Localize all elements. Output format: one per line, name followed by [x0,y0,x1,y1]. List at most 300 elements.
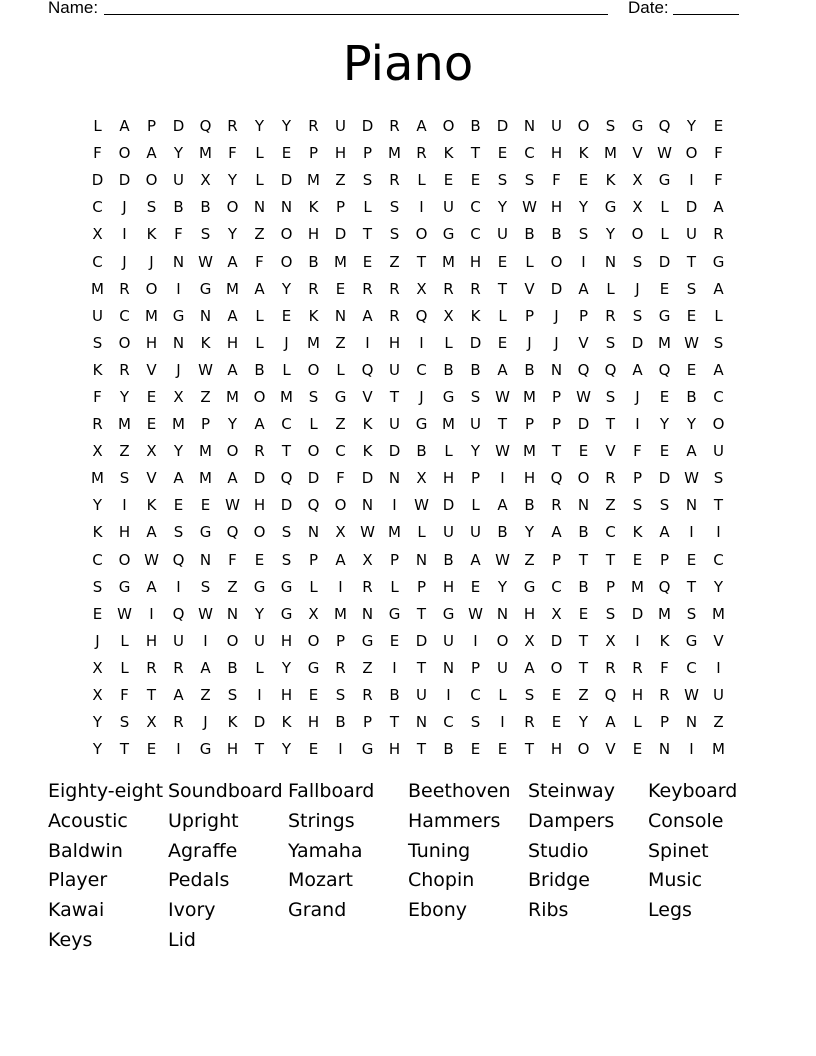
grid-letter: J [95,631,100,650]
grid-row [84,628,732,655]
grid-letter: I [419,333,424,352]
grid-letter: G [334,387,347,406]
grid-letter: M [307,333,320,352]
grid-letter: L [255,333,264,352]
grid-letter: N [253,198,266,217]
grid-letter: Q [550,469,563,488]
grid-letter: I [716,523,721,542]
grid-letter: Y [281,279,292,298]
grid-letter: G [604,198,617,217]
grid-letter: N [496,604,509,623]
grid-letter: K [362,415,373,434]
grid-letter: Y [173,144,184,163]
grid-letter: W [657,144,672,163]
grid-letter: S [335,686,346,705]
grid-letter: A [362,306,373,325]
grid-letter: F [174,225,183,244]
grid-letter: T [470,144,481,163]
grid-letter: H [442,469,455,488]
grid-letter: Z [335,415,346,434]
grid-letter: H [145,333,158,352]
grid-letter: R [389,279,400,298]
grid-letter: B [578,577,589,596]
grid-letter: X [551,604,562,623]
grid-letter: H [280,631,293,650]
grid-letter: N [658,740,671,759]
grid-letter: R [335,658,346,677]
grid-letter: Y [92,740,103,759]
grid-letter: W [684,686,699,705]
grid-letter: C [524,144,535,163]
grid-letter: X [335,523,346,542]
grid-letter: E [713,117,724,136]
grid-letter: T [686,577,697,596]
grid-letter: G [307,658,320,677]
grid-letter: M [712,740,725,759]
grid-letter: L [660,225,669,244]
word-bank-item: Console [648,809,724,832]
grid-letter: O [226,631,239,650]
word-bank-item: Baldwin [48,839,123,862]
grid-row [84,547,732,574]
grid-letter: X [92,225,103,244]
grid-letter: N [604,252,617,271]
grid-letter: Q [577,360,590,379]
grid-letter: V [713,631,724,650]
grid-letter: G [658,171,671,190]
grid-letter: R [632,658,643,677]
grid-letter: V [146,469,157,488]
grid-letter: O [145,279,158,298]
grid-letter: B [524,225,535,244]
grid-letter: L [633,713,642,732]
grid-letter: R [308,117,319,136]
grid-row [84,357,732,384]
grid-letter: M [658,604,671,623]
grid-letter: R [146,658,157,677]
grid-letter: C [92,252,103,271]
grid-letter: D [631,333,644,352]
grid-letter: A [713,279,724,298]
grid-letter: R [416,144,427,163]
grid-letter: X [632,171,643,190]
grid-row [84,465,732,492]
grid-letter: O [226,198,239,217]
grid-letter: S [389,198,400,217]
grid-letter: T [578,658,589,677]
grid-letter: R [713,225,724,244]
grid-letter: Q [280,469,293,488]
grid-letter: B [470,360,481,379]
word-bank-item: Soundboard [168,780,283,802]
grid-letter: J [122,198,127,217]
grid-letter: Y [92,713,103,732]
grid-letter: A [254,279,265,298]
grid-letter: S [308,387,319,406]
grid-letter: W [495,387,510,406]
grid-letter: Y [254,604,265,623]
grid-letter: W [225,496,240,515]
grid-letter: L [255,171,264,190]
grid-letter: P [335,631,346,650]
grid-letter: R [92,415,103,434]
grid-letter: T [578,631,589,650]
grid-letter: U [254,631,265,650]
grid-letter: C [281,415,292,434]
grid-letter: X [146,442,157,461]
grid-letter: M [226,387,239,406]
grid-row [84,655,732,682]
grid-letter: P [470,658,481,677]
grid-letter: V [605,740,616,759]
grid-row [84,601,732,628]
grid-letter: J [635,387,640,406]
grid-letter: I [122,225,127,244]
grid-letter: S [713,333,724,352]
grid-letter: O [577,740,590,759]
grid-letter: G [199,279,212,298]
grid-letter: H [307,713,320,732]
grid-letter: T [389,713,400,732]
grid-letter: S [686,604,697,623]
grid-letter: T [605,415,616,434]
grid-letter: R [119,279,130,298]
grid-letter: L [336,360,345,379]
grid-letter: B [416,442,427,461]
grid-letter: I [122,496,127,515]
grid-letter: B [389,686,400,705]
grid-letter: K [308,306,319,325]
grid-letter: K [470,306,481,325]
word-bank-item: Pedals [168,869,230,892]
grid-letter: A [659,523,670,542]
word-bank-item: Steinway [528,780,615,802]
grid-letter: Z [254,225,265,244]
grid-letter: D [550,279,563,298]
grid-letter: U [335,117,346,136]
grid-letter: B [443,360,454,379]
grid-letter: T [497,279,508,298]
grid-letter: H [550,144,563,163]
word-bank-item: Studio [528,839,589,862]
grid-letter: W [198,604,213,623]
grid-letter: T [416,740,427,759]
grid-letter: M [199,442,212,461]
grid-letter: C [470,198,481,217]
grid-letter: K [92,360,103,379]
grid-letter: L [255,658,264,677]
grid-letter: K [92,523,103,542]
word-bank-item: Grand [288,899,347,922]
grid-letter: N [226,604,239,623]
grid-letter: E [497,333,508,352]
grid-letter: U [92,306,103,325]
grid-letter: K [308,198,319,217]
grid-letter: X [605,631,616,650]
grid-letter: E [551,713,562,732]
grid-letter: K [146,225,157,244]
grid-letter: D [658,252,671,271]
grid-letter: L [390,577,399,596]
word-bank-item: Spinet [648,839,709,862]
grid-letter: S [524,686,535,705]
grid-letter: I [716,658,721,677]
grid-letter: F [93,144,102,163]
grid-letter: K [281,713,292,732]
grid-letter: E [173,496,184,515]
letter-grid [84,113,732,763]
grid-letter: Y [281,117,292,136]
grid-letter: S [605,604,616,623]
grid-row [84,303,732,330]
grid-letter: K [605,171,616,190]
grid-letter: H [550,198,563,217]
grid-letter: O [307,360,320,379]
grid-letter: Y [281,658,292,677]
grid-letter: D [550,631,563,650]
grid-letter: O [118,333,131,352]
grid-letter: O [550,658,563,677]
grid-letter: I [257,686,262,705]
grid-letter: E [281,144,292,163]
grid-letter: Y [281,740,292,759]
grid-letter: R [605,658,616,677]
grid-letter: E [578,604,589,623]
grid-letter: H [388,740,401,759]
grid-letter: H [226,333,239,352]
grid-letter: L [444,333,453,352]
grid-letter: T [416,604,427,623]
grid-letter: G [442,604,455,623]
grid-letter: P [200,415,211,434]
grid-letter: Z [119,442,130,461]
grid-letter: M [280,387,293,406]
grid-row [84,492,732,519]
grid-letter: U [713,442,724,461]
grid-letter: M [172,415,185,434]
grid-letter: A [578,279,589,298]
grid-letter: G [118,577,131,596]
grid-letter: C [713,387,724,406]
grid-letter: Z [389,252,400,271]
grid-letter: P [308,550,319,569]
word-bank-item: Eighty-eight [48,780,164,802]
grid-letter: P [389,550,400,569]
grid-letter: T [146,686,157,705]
grid-letter: E [686,306,697,325]
grid-letter: O [415,225,428,244]
grid-letter: M [307,171,320,190]
grid-letter: W [495,550,510,569]
grid-letter: A [713,198,724,217]
grid-letter: Z [578,686,589,705]
grid-letter: B [443,550,454,569]
grid-letter: P [335,198,346,217]
grid-letter: T [119,740,130,759]
grid-letter: E [497,144,508,163]
grid-letter: E [146,415,157,434]
grid-letter: I [338,577,343,596]
grid-row [84,574,732,601]
grid-letter: W [684,333,699,352]
grid-letter: A [470,550,481,569]
grid-letter: S [578,225,589,244]
grid-letter: D [388,442,401,461]
word-bank-item: Chopin [408,869,475,892]
grid-letter: I [446,686,451,705]
grid-letter: L [714,306,723,325]
grid-letter: Q [658,360,671,379]
grid-letter: L [444,442,453,461]
grid-letter: E [389,631,400,650]
word-bank-item: Beethoven [408,780,511,802]
grid-letter: G [280,604,293,623]
grid-letter: S [524,171,535,190]
word-bank-item: Fallboard [288,780,375,802]
grid-letter: E [470,740,481,759]
grid-letter: X [308,604,319,623]
grid-letter: A [605,713,616,732]
grid-letter: L [120,631,129,650]
grid-letter: S [200,225,211,244]
grid-letter: O [577,469,590,488]
grid-letter: B [524,496,535,515]
grid-letter: N [550,360,563,379]
grid-letter: Z [524,550,535,569]
grid-letter: P [578,306,589,325]
grid-letter: G [442,225,455,244]
grid-letter: D [577,415,590,434]
grid-row [84,709,732,736]
grid-letter: Y [686,415,697,434]
grid-letter: R [389,306,400,325]
grid-letter: U [713,686,724,705]
grid-letter: K [578,144,589,163]
grid-letter: A [119,117,130,136]
word-bank-item: Bridge [528,869,590,892]
grid-letter: K [146,496,157,515]
grid-letter: E [497,740,508,759]
grid-letter: N [172,333,185,352]
word-bank-item: Lid [168,928,196,951]
grid-letter: O [307,442,320,461]
grid-letter: X [416,279,427,298]
grid-letter: Y [713,577,724,596]
grid-letter: F [714,171,723,190]
grid-letter: P [362,713,373,732]
grid-letter: A [686,442,697,461]
grid-letter: E [578,442,589,461]
grid-letter: Z [335,333,346,352]
grid-letter: B [173,198,184,217]
grid-letter: F [93,387,102,406]
grid-letter: E [92,604,103,623]
grid-letter: W [360,523,375,542]
date-blank-line[interactable] [673,14,739,15]
grid-letter: T [578,550,589,569]
grid-letter: A [524,658,535,677]
grid-letter: M [118,415,131,434]
grid-letter: S [713,469,724,488]
grid-letter: E [308,686,319,705]
grid-letter: V [362,387,373,406]
grid-letter: P [308,144,319,163]
grid-letter: D [361,117,374,136]
grid-letter: S [119,469,130,488]
grid-letter: A [551,523,562,542]
grid-letter: A [146,144,157,163]
word-bank-item: Acoustic [48,809,128,832]
grid-letter: R [119,360,130,379]
grid-letter: D [172,117,185,136]
grid-letter: I [149,604,154,623]
grid-letter: D [658,469,671,488]
grid-letter: X [524,631,535,650]
grid-letter: N [361,604,374,623]
grid-letter: F [228,550,237,569]
grid-letter: M [631,577,644,596]
grid-letter: G [442,387,455,406]
grid-letter: V [632,144,643,163]
grid-letter: P [659,713,670,732]
grid-letter: E [659,442,670,461]
grid-letter: U [443,198,454,217]
grid-letter: Y [524,523,535,542]
word-bank-item: Kawai [48,899,105,922]
grid-letter: N [577,496,590,515]
grid-letter: B [254,360,265,379]
grid-letter: E [632,740,643,759]
word-bank-item: Strings [288,809,355,832]
grid-letter: B [686,387,697,406]
grid-letter: U [173,631,184,650]
grid-letter: E [254,550,265,569]
grid-letter: Q [658,577,671,596]
grid-letter: S [227,686,238,705]
grid-letter: H [631,686,644,705]
grid-letter: W [144,550,159,569]
grid-letter: I [500,713,505,732]
name-blank-line[interactable] [104,14,608,15]
grid-letter: H [118,523,131,542]
grid-letter: M [658,333,671,352]
grid-letter: P [146,117,157,136]
grid-letter: Z [200,387,211,406]
grid-letter: M [523,387,536,406]
grid-letter: I [473,631,478,650]
grid-letter: I [581,252,586,271]
grid-letter: A [227,306,238,325]
grid-letter: E [470,577,481,596]
grid-letter: A [227,360,238,379]
grid-letter: J [284,333,289,352]
word-bank [48,777,768,956]
grid-letter: R [443,279,454,298]
grid-letter: R [308,279,319,298]
grid-letter: D [334,225,347,244]
grid-letter: I [635,631,640,650]
grid-letter: J [203,713,208,732]
grid-letter: S [470,713,481,732]
grid-letter: G [361,740,374,759]
grid-letter: P [605,577,616,596]
grid-letter: J [122,252,127,271]
grid-letter: J [149,252,154,271]
grid-letter: M [712,604,725,623]
grid-row [84,140,732,167]
grid-letter: S [281,523,292,542]
grid-letter: N [523,117,536,136]
